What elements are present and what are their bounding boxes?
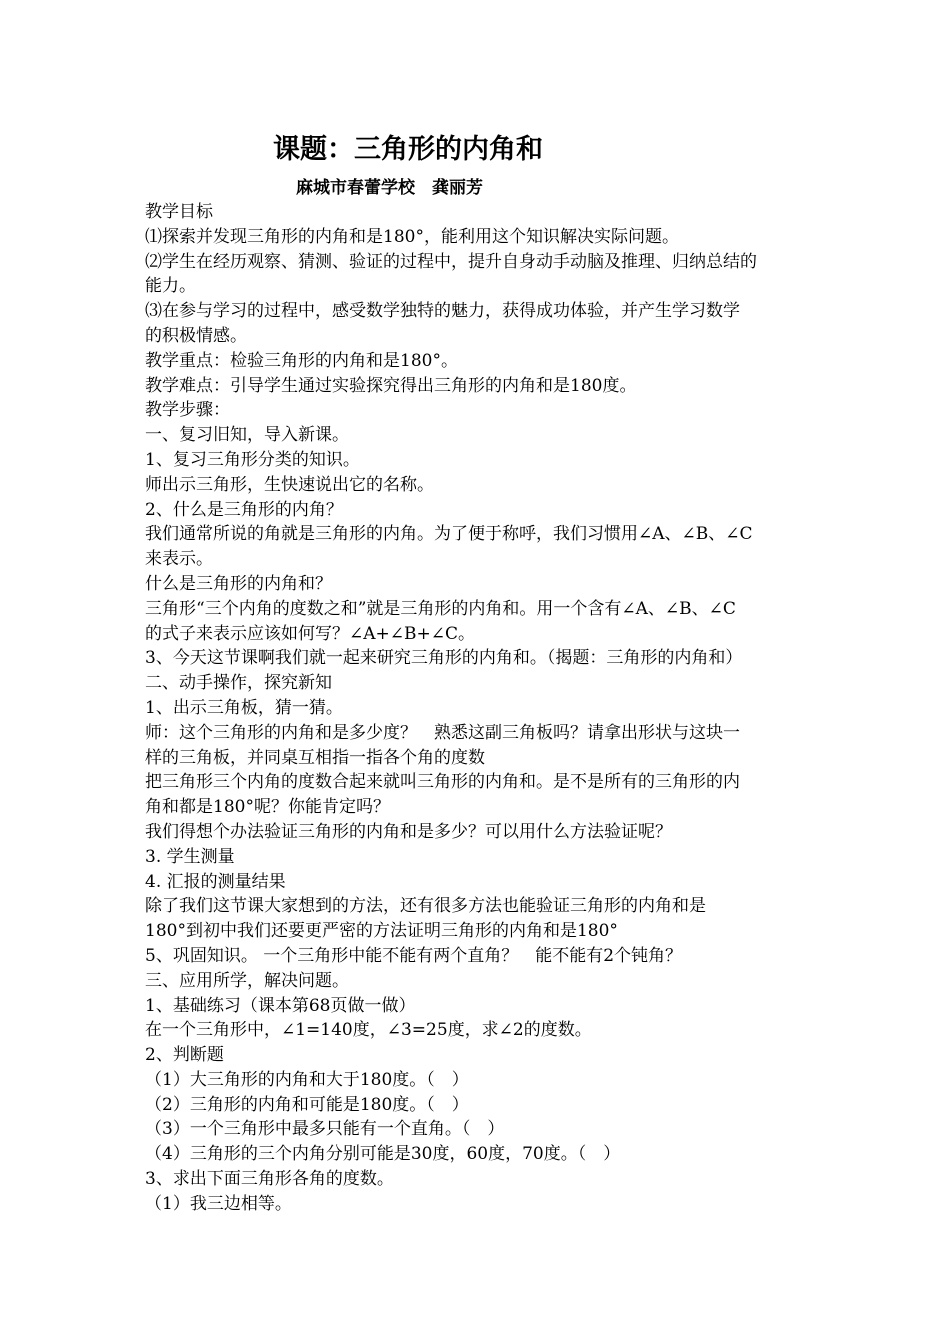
text-line: 什么是三角形的内角和？ — [145, 573, 332, 594]
text-line: 样的三角板，并同桌互相指一指各个角的度数 — [145, 747, 485, 768]
document-body — [145, 200, 810, 1217]
text-line: 1、出示三角板，猜一猜。 — [145, 697, 343, 718]
text-line: 除了我们这节课大家想到的方法，还有很多方法也能验证三角形的内角和是 — [145, 896, 706, 917]
text-line: 的积极情感。 — [145, 325, 247, 346]
text-line: 教学难点：引导学生通过实验探究得出三角形的内角和是180度。 — [145, 375, 637, 396]
text-line: 180°到初中我们还要更严密的方法证明三角形的内角和是180° — [145, 921, 618, 942]
text-line: （1）我三边相等。 — [145, 1193, 292, 1214]
text-line: 2、判断题 — [145, 1045, 224, 1066]
text-line: 在一个三角形中，∠1=140度，∠3=25度，求∠2的度数。 — [145, 1020, 592, 1041]
text-line: 二、动手操作，探究新知 — [145, 673, 332, 694]
text-line: 教学目标 — [145, 202, 213, 222]
text-line: （3）一个三角形中最多只能有一个直角。（ ） — [145, 1119, 505, 1140]
text-line: 能力。 — [145, 276, 196, 297]
text-line: 4. 汇报的测量结果 — [145, 871, 286, 892]
text-line: 2、什么是三角形的内角？ — [145, 499, 343, 520]
text-line: 5、巩固知识。 一个三角形中能不能有两个直角？ 能不能有2个钝角？ — [145, 945, 683, 966]
text-line: 1、基础练习（课本第68页做一做） — [145, 995, 416, 1016]
text-line: ⑴探索并发现三角形的内角和是180°，能利用这个知识解决实际问题。 — [145, 226, 679, 247]
text-line: ⑶在参与学习的过程中，感受数学独特的魅力，获得成功体验，并产生学习数学 — [145, 301, 740, 322]
text-line: 三角形“三个内角的度数之和”就是三角形的内角和。用一个含有∠A、∠B、∠C — [145, 598, 736, 619]
text-line: （4）三角形的三个内角分别可能是30度，60度，70度。（ ） — [145, 1144, 621, 1165]
text-line: 教学重点：检验三角形的内角和是180°。 — [145, 350, 458, 371]
text-line: 师：这个三角形的内角和是多少度？ 熟悉这副三角板吗？请拿出形状与这块一 — [145, 722, 740, 743]
text-line: 一、复习旧知，导入新课。 — [145, 425, 349, 446]
text-line: 我们通常所说的角就是三角形的内角。为了便于称呼，我们习惯用∠A、∠B、∠C — [145, 524, 753, 545]
text-line: ⑵学生在经历观察、猜测、验证的过程中，提升自身动手动脑及推理、归纳总结的 — [145, 251, 757, 272]
text-line: 3、求出下面三角形各角的度数。 — [145, 1169, 394, 1190]
text-line: 教学步骤： — [145, 400, 230, 421]
text-line: 三、应用所学，解决问题。 — [145, 970, 349, 991]
text-line: 1、复习三角形分类的知识。 — [145, 449, 360, 470]
text-line: 把三角形三个内角的度数合起来就叫三角形的内角和。是不是所有的三角形的内 — [145, 772, 740, 793]
author-line: 麻城市春蕾学校 龚丽芳 — [296, 178, 483, 198]
text-line: 3. 学生测量 — [145, 846, 235, 867]
page-title: 课题：三角形的内角和 — [273, 134, 543, 165]
text-line: 来表示。 — [145, 549, 213, 570]
text-line: （1）大三角形的内角和大于180度。（ ） — [145, 1069, 469, 1090]
text-line: 3、今天这节课啊我们就一起来研究三角形的内角和。（揭题：三角形的内角和） — [145, 648, 743, 669]
text-line: 师出示三角形，生快速说出它的名称。 — [145, 474, 434, 495]
text-line: （2）三角形的内角和可能是180度。（ ） — [145, 1094, 469, 1115]
text-line: 角和都是180°呢？你能肯定吗？ — [145, 797, 390, 818]
text-line: 的式子来表示应该如何写？∠A+∠B+∠C。 — [145, 623, 475, 644]
text-line: 我们得想个办法验证三角形的内角和是多少？可以用什么方法验证呢？ — [145, 821, 672, 842]
